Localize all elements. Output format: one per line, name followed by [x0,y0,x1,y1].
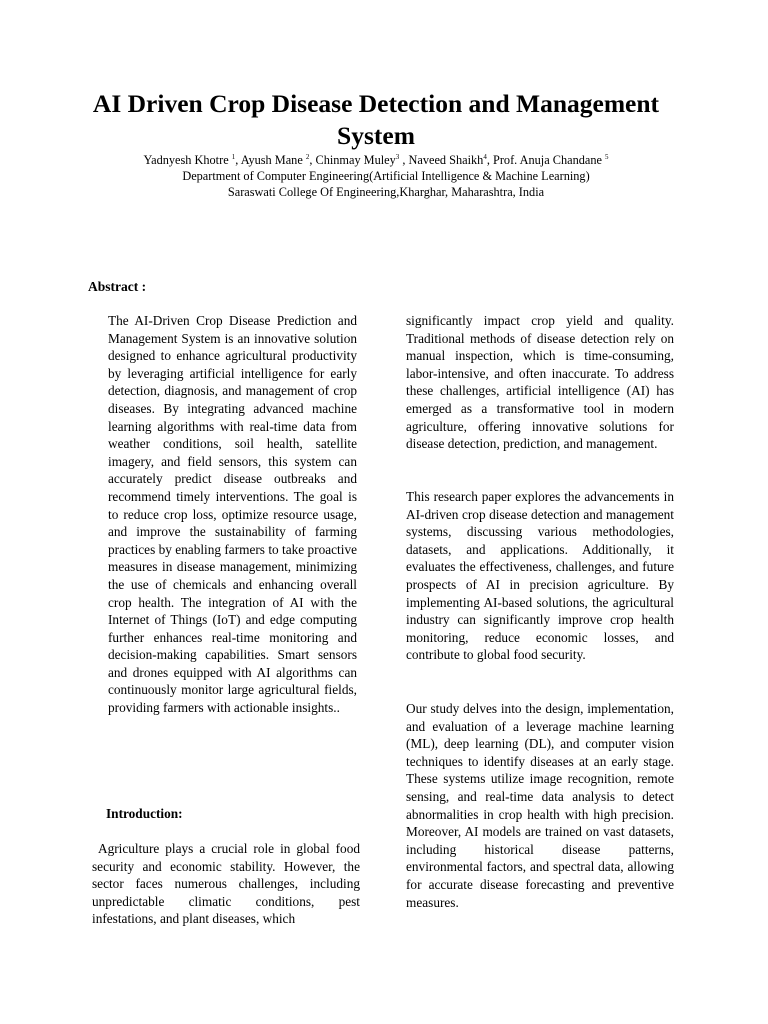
author-separator: , [399,153,409,167]
author-5 [493,153,609,167]
author-name: Chinmay Muley [315,153,396,167]
author-1 [143,153,240,167]
paper-title: AI Driven Crop Disease Detection and Management System [92,89,660,150]
author-name: Prof. Anuja Chandane [492,153,606,167]
author-separator: , [235,153,241,167]
author-affiliation-number: 3 [395,153,400,161]
introduction-heading: Introduction: [106,806,183,821]
introduction-paragraph-3: Our study delves into the design, implementation, and evaluation of a leverage machine learning (ML), deep learning (DL), and computer vision techniques to identify diseases at an early stage. These systems utilize image recognition, remote sensing, and real-time data analysis to detect abnormalities in crop health with high precision. Moreover, AI models are trained on vast datasets, including historical disease patterns, environmental factors, and spectral data, allowing for accurate disease forecasting and preventive measures. [406,701,674,910]
author-affiliation-number: 4 [483,153,487,161]
author-separator: , [309,153,316,167]
abstract-body: The AI-Driven Crop Disease Prediction and Management System is an innovative solution designed to enhance agricultural productivity by leveraging artificial intelligence for early detection, diagnosis, and management of crop diseases. By integrating advanced machine learning algorithms with real-time data from weather conditions, soil health, satellite imagery, and field sensors, this system can accurately predict disease outbreaks and recommend timely interventions. The goal is to reduce crop loss, optimize resource usage, and improve the sustainability of farming practices by enabling farmers to take proactive measures in disease management, minimizing the use of chemicals and enhancing overall crop health. The integration of AI with the Internet of Things (IoT) and edge computing further enhances real-time monitoring and decision-making capabilities. Smart sensors and drones equipped with AI algorithms can continuously monitor large agricultural fields, providing farmers with actionable insights.. [108,313,357,716]
introduction-paragraph-1-continued: significantly impact crop yield and quality. Traditional methods of disease detection rely on manual inspection, which is time-consuming, labor-intensive, and often inaccurate. To address these challenges, artificial intelligence (AI) has emerged as a transformative tool in modern agriculture, offering innovative solutions for disease detection, prediction, and management. [406,313,674,452]
author-2 [241,153,316,167]
author-separator: , [486,153,493,167]
introduction-paragraph-1: Agriculture plays a crucial role in global food security and economic stability. However, the sector faces numerous challenges, including unpredictable climatic conditions, pest infestations, and plant diseases, which [92,841,364,927]
introduction-paragraph-2: This research paper explores the advancements in AI-driven crop disease detection and management systems, discussing various methodologies, datasets, and applications. Additionally, it evaluates the effectiveness, challenges, and future prospects of AI in precision agriculture. By implementing AI-based solutions, the agricultural industry can significantly improve crop health monitoring, reduce economic losses, and contribute to global food security. [406,489,674,663]
author-affiliation-number: 5 [605,153,609,161]
author-name: Naveed Shaikh [408,153,484,167]
author-name: Ayush Mane [240,153,306,167]
department-affiliation: Department of Computer Engineering(Artificial Intelligence & Machine Learning) [182,169,590,183]
institution-affiliation: Saraswati College Of Engineering,Kharghar, Maharashtra, India [227,185,545,199]
author-3 [316,153,409,167]
author-name: Yadnyesh Khotre [143,153,232,167]
author-4 [409,153,493,167]
abstract-heading: Abstract : [88,279,147,294]
author-affiliation-number: 1 [231,153,236,161]
author-list [40,152,712,168]
author-affiliation-number: 2 [305,153,310,161]
